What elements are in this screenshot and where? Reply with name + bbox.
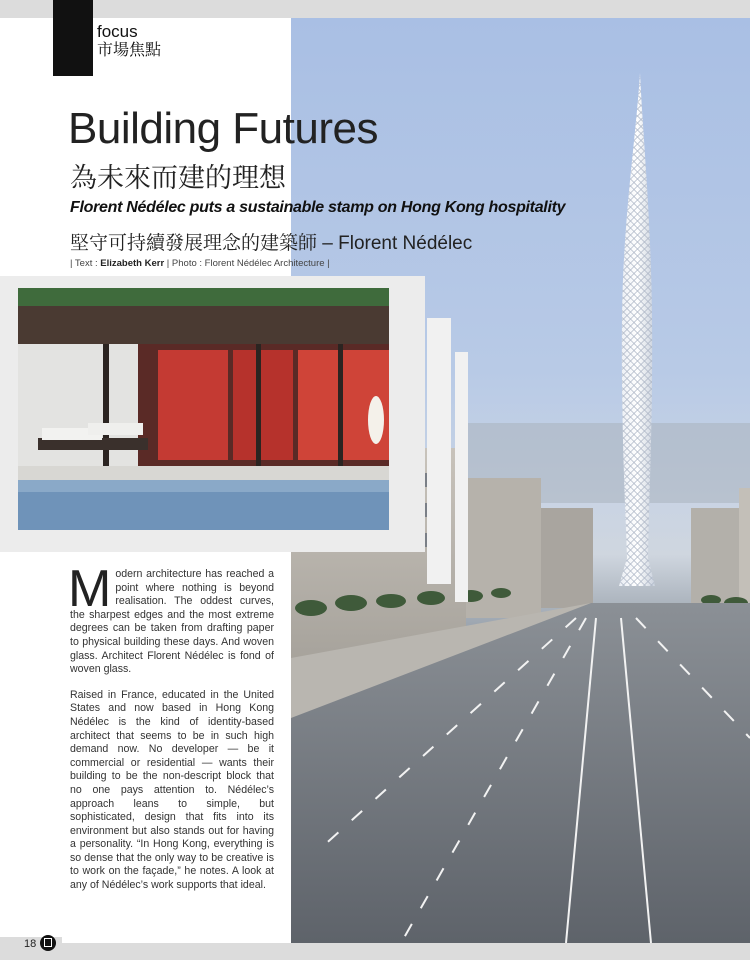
bottom-band bbox=[0, 943, 750, 960]
section-label-zh: 市場焦點 bbox=[97, 42, 162, 59]
paragraph-2: Raised in France, educated in the United States and now based in Hong Kong Nédélec is the kind of identity-based architect that seems to be in such high demand now. No developer — be it commercial or residential — wants their building to be the non-descript block that no one pays attention to. Nédélec’s approach leans to simple, but sophisticated, design that fits into its environment but also stands out for having a personality. “In Hong Kong, everything is so dense that the only way to be creative is to work on the façade,” he notes. A look at any of Nédélec’s work supports that ideal. bbox=[70, 688, 274, 892]
credit-author: Elizabeth Kerr bbox=[100, 258, 165, 269]
article-body bbox=[68, 560, 274, 905]
pool-terrace-photo bbox=[18, 288, 389, 530]
vertical-strip-2 bbox=[455, 352, 468, 602]
page-number: 18 bbox=[24, 938, 37, 950]
article-subtitle-zh: 堅守可持續發展理念的建築師 – Florent Nédélec bbox=[70, 233, 473, 254]
article-title-zh: 為未來而建的理想 bbox=[70, 163, 286, 193]
section-label bbox=[97, 22, 161, 61]
vertical-strip-1 bbox=[427, 318, 451, 584]
credit-text-label: | Text : bbox=[70, 258, 101, 269]
credit-photo: | Photo : Florent Nédélec Architecture | bbox=[164, 258, 330, 269]
article-subtitle: Florent Nédélec puts a sustainable stamp on Hong Kong hospitality bbox=[70, 199, 566, 216]
pool-terrace-illustration bbox=[18, 288, 389, 530]
article-credit bbox=[70, 258, 330, 269]
dropcap: M bbox=[68, 560, 112, 618]
paragraph-1 bbox=[68, 560, 274, 677]
section-tab-block bbox=[53, 0, 93, 76]
article-title: Building Futures bbox=[68, 104, 378, 153]
paragraph-1-text: odern architecture has reached a point where nothing is beyond realisation. The oddest curves, the sharpest edges and the most extreme degrees can be taken from drafting paper to physical building these days. And woven glass. Architect Florent Nédélec is fond of woven glass. bbox=[70, 568, 274, 676]
top-band bbox=[0, 0, 750, 18]
home-icon[interactable] bbox=[40, 935, 56, 951]
section-label-en: focus bbox=[97, 22, 138, 41]
